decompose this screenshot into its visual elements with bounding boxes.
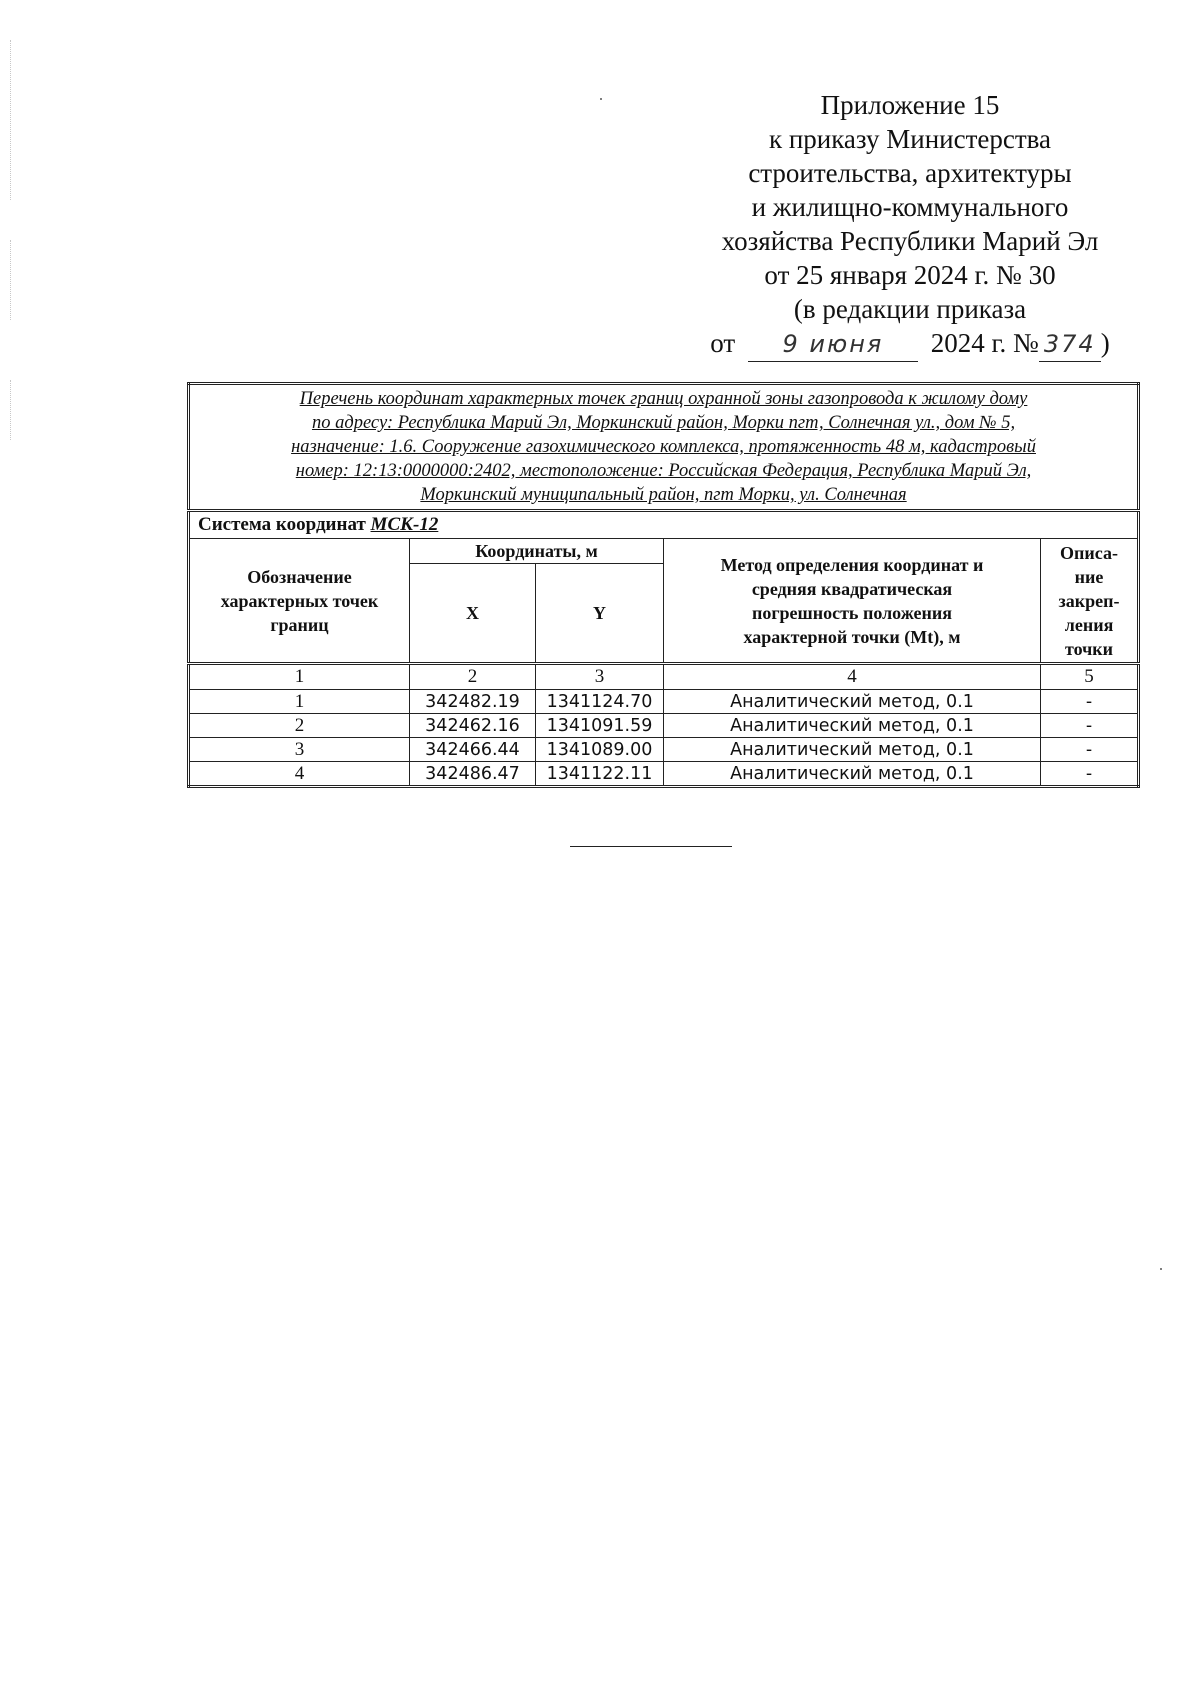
- annex-header: [690, 88, 1130, 362]
- cell-point: 2: [189, 714, 410, 738]
- annex-line: (в редакции приказа: [793, 294, 1027, 324]
- table-row: [189, 690, 1139, 714]
- header-y: Y: [536, 564, 664, 664]
- header-method: Метод определения координат и средняя квадратическая погрешность положения характерной точки (Mt), м: [664, 539, 1041, 664]
- column-number: 4: [664, 664, 1041, 690]
- cell-y: 1341089.00: [536, 738, 664, 762]
- scan-edge-mark: [10, 380, 11, 440]
- coordinate-system-code: МСК-12: [370, 514, 439, 535]
- cell-point: 3: [189, 738, 410, 762]
- scan-speck: [1160, 1268, 1162, 1270]
- header-x: X: [410, 564, 536, 664]
- cell-y: 1341091.59: [536, 714, 664, 738]
- cell-y: 1341124.70: [536, 690, 664, 714]
- column-number: 2: [410, 664, 536, 690]
- table-row: [189, 762, 1139, 787]
- header-description: Описа- ние закреп- ления точки: [1041, 539, 1139, 664]
- annex-line: Приложение 15: [820, 90, 1000, 120]
- amendment-suffix: ): [1100, 328, 1110, 358]
- table-row: [189, 714, 1139, 738]
- scan-edge-mark: [10, 240, 11, 320]
- cell-description: -: [1041, 714, 1139, 738]
- cell-method: Аналитический метод, 0.1: [664, 714, 1041, 738]
- amendment-line: [690, 326, 1130, 362]
- cell-y: 1341122.11: [536, 762, 664, 787]
- annex-line: от 25 января 2024 г. № 30: [764, 260, 1056, 290]
- annex-line: к приказу Министерства: [768, 124, 1052, 154]
- column-number: 3: [536, 664, 664, 690]
- annex-line: и жилищно-коммунального: [751, 192, 1069, 222]
- scan-speck: [600, 98, 602, 100]
- cell-description: -: [1041, 690, 1139, 714]
- cell-description: -: [1041, 738, 1139, 762]
- coordinates-table: [187, 382, 1140, 788]
- annex-line: хозяйства Республики Марий Эл: [721, 226, 1099, 256]
- coordinate-system: [189, 511, 1139, 539]
- cell-x: 342482.19: [410, 690, 536, 714]
- column-number: 1: [189, 664, 410, 690]
- amendment-prefix: от: [710, 328, 736, 358]
- handwritten-date: 9 июня: [748, 326, 918, 362]
- header-point: Обозначение характерных точек границ: [189, 539, 410, 664]
- end-divider: [570, 846, 732, 847]
- table-row: [189, 738, 1139, 762]
- cell-x: 342462.16: [410, 714, 536, 738]
- column-number: 5: [1041, 664, 1139, 690]
- cell-method: Аналитический метод, 0.1: [664, 762, 1041, 787]
- cell-point: 1: [189, 690, 410, 714]
- cell-description: -: [1041, 762, 1139, 787]
- cell-method: Аналитический метод, 0.1: [664, 690, 1041, 714]
- cell-x: 342466.44: [410, 738, 536, 762]
- annex-line: строительства, архитектуры: [748, 158, 1072, 188]
- handwritten-number: 374: [1039, 326, 1101, 362]
- table-caption: Перечень координат характерных точек границ охранной зоны газопровода к жилому дому по адресу: Республика Марий Эл, Моркинский район, Морки пгт, Солнечная ул., дом № 5, назначение: 1.6. Сооружение газохимического комплекса, протяженность 48 м, кадастровый номер: 12:13:0000000:2402, местоположение: Российская Федерация, Республика Марий Эл, Моркинский муниципальный район, пгт Морки, ул. Солнечная: [189, 384, 1139, 511]
- header-coordinates: Координаты, м: [410, 539, 664, 564]
- cell-point: 4: [189, 762, 410, 787]
- cell-x: 342486.47: [410, 762, 536, 787]
- amendment-year: 2024 г. №: [930, 328, 1039, 358]
- column-number-row: [189, 664, 1139, 690]
- scan-edge-mark: [10, 40, 11, 200]
- cell-method: Аналитический метод, 0.1: [664, 738, 1041, 762]
- coordinate-system-label: Система координат: [198, 514, 366, 535]
